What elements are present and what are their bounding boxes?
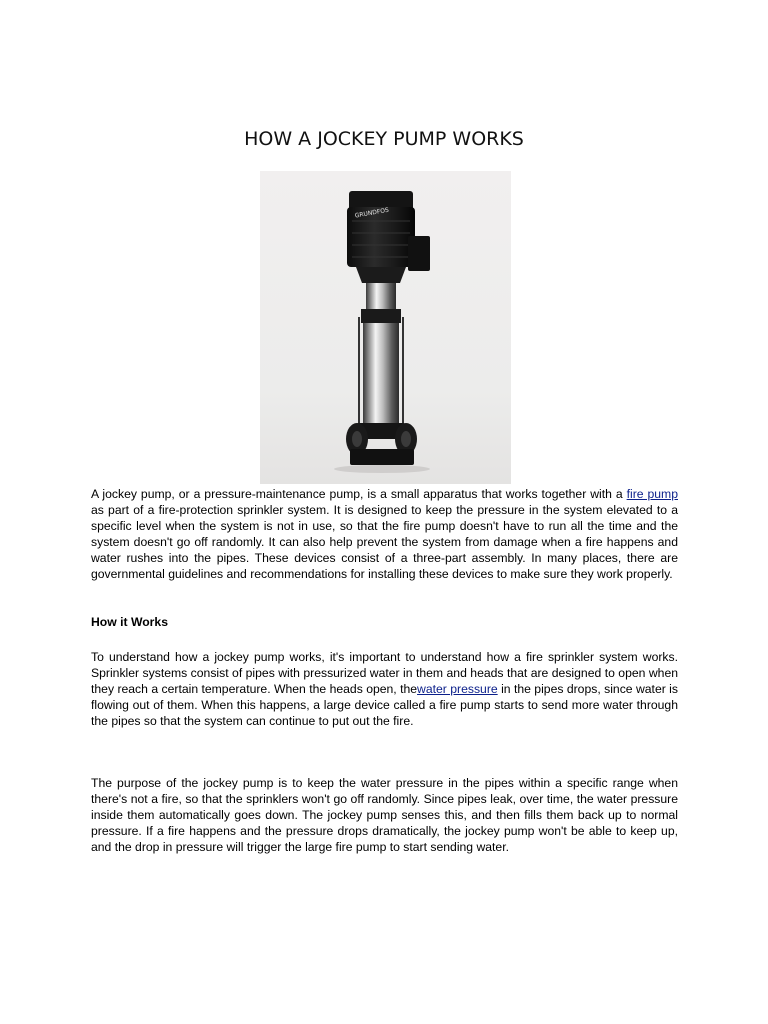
how-it-works-heading: How it Works bbox=[91, 615, 168, 629]
fire-pump-link[interactable]: fire pump bbox=[626, 487, 678, 501]
water-pressure-link[interactable]: water pressure bbox=[417, 682, 498, 696]
how-text-start: To understand how a jockey pump works, it's important to understand how a fire sprinkler system works. Sprinkler systems consist of pipes with pressurized water in them and heads that are designed to open when they reach a certain temperature. When the heads open, the bbox=[91, 650, 678, 696]
brand-label: GRUNDFOS bbox=[354, 206, 390, 220]
jockey-pump-photo bbox=[260, 171, 511, 484]
purpose-paragraph: The purpose of the jockey pump is to keep the water pressure in the pipes within a specific range when there's not a fire, so that the sprinklers won't go off randomly. Since pipes leak, over time, the water pressure inside them automatically goes down. The jockey pump senses this, and then fills them back up to normal pressure. If a fire happens and the pressure drops dramatically, the jockey pump won't be able to keep up, and the drop in pressure will trigger the large fire pump to start sending water. bbox=[91, 776, 678, 854]
how-it-works-paragraph bbox=[91, 649, 678, 729]
intro-text-end: as part of a fire-protection sprinkler system. It is designed to keep the pressure in the system elevated to a specific level when the system is not in use, so that the fire pump doesn't have to run all the time and the system doesn't go off randomly. It can also help prevent the system from damage when a fire happens and water rushes into the pipes. These devices consist of a three-part assembly. In many places, there are governmental guidelines and recommendations for installing these devices to make sure they work properly. bbox=[91, 503, 678, 581]
intro-paragraph bbox=[91, 486, 678, 582]
jockey-pump-illustration bbox=[260, 171, 511, 484]
intro-text-start: A jockey pump, or a pressure-maintenance pump, is a small apparatus that works together with a bbox=[91, 487, 627, 501]
document-title: HOW A JOCKEY PUMP WORKS bbox=[244, 128, 524, 150]
how-text-end: in the pipes drops, since water is flowing out of them. When this happens, a large device called a fire pump starts to send more water through the pipes so that the system can continue to put out the fire. bbox=[91, 682, 678, 728]
